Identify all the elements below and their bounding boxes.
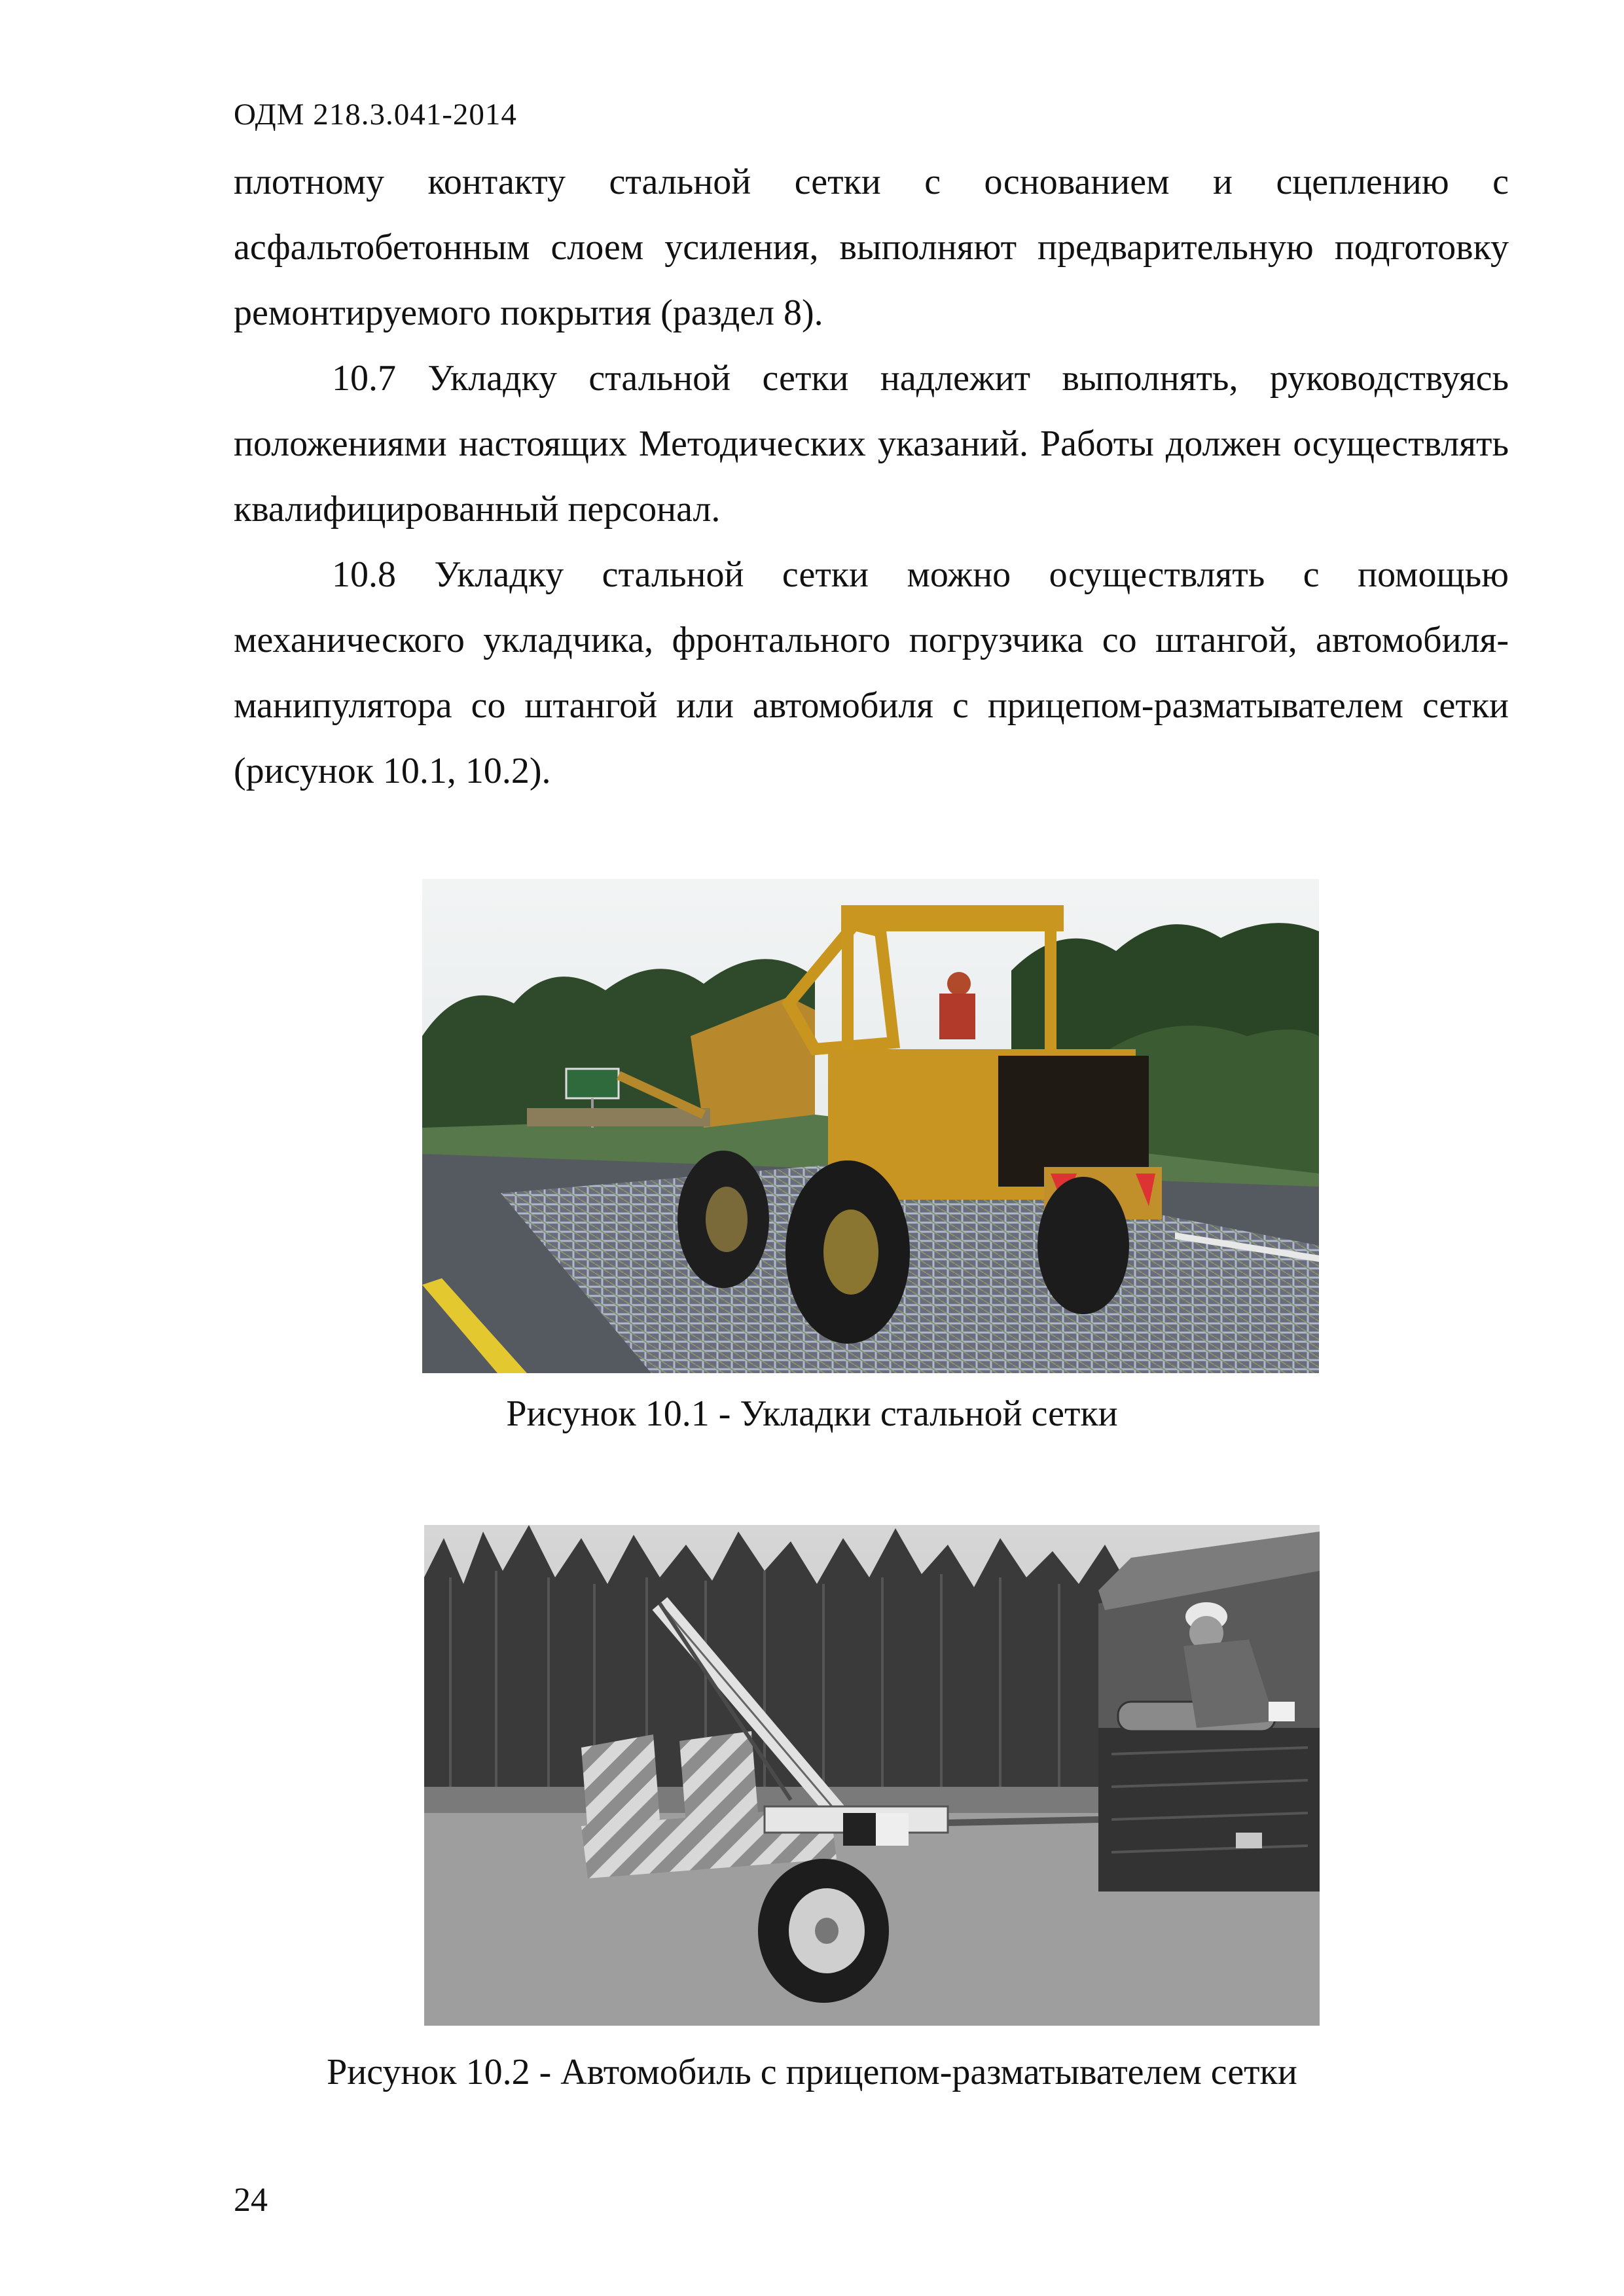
- paragraph-text: 10.8 Укладку стальной сетки можно осуществлять с помощью механического укладчика, фронтального погрузчика со штангой, автомобиля-манипулятора со штангой или автомобиля с прицепом-разматывателем сетки (рисунок 10.1, 10.2).: [234, 554, 1509, 791]
- trailer-photo-illustration: [424, 1525, 1320, 2026]
- paragraph-text: 10.7 Укладку стальной сетки надлежит выполнять, руководствуясь положениями настоящих Методических указаний. Работы должен осуществлять квалифицированный персонал.: [234, 358, 1509, 529]
- figure-10-2-caption: Рисунок 10.2 - Автомобиль с прицепом-разматывателем сетки: [327, 2052, 1297, 2092]
- figure-loader-photo: [422, 879, 1319, 1373]
- paragraph-10-8: [234, 542, 1509, 804]
- paragraph-continuation: [234, 149, 1509, 346]
- figure-10-1-caption: Рисунок 10.1 - Укладки стальной сетки: [506, 1393, 1118, 1434]
- figure-trailer-photo: [424, 1525, 1320, 2026]
- paragraph-10-7: [234, 346, 1509, 542]
- paragraph-text: плотному контакту стальной сетки с основанием и сцеплению с асфальтобетонным слоем усиления, выполняют предварительную подготовку ремонтируемого покрытия (раздел 8).: [234, 162, 1509, 333]
- loader-photo-illustration: [422, 879, 1319, 1373]
- page-number: 24: [234, 2181, 268, 2219]
- document-code-header: ОДМ 218.3.041-2014: [234, 98, 517, 132]
